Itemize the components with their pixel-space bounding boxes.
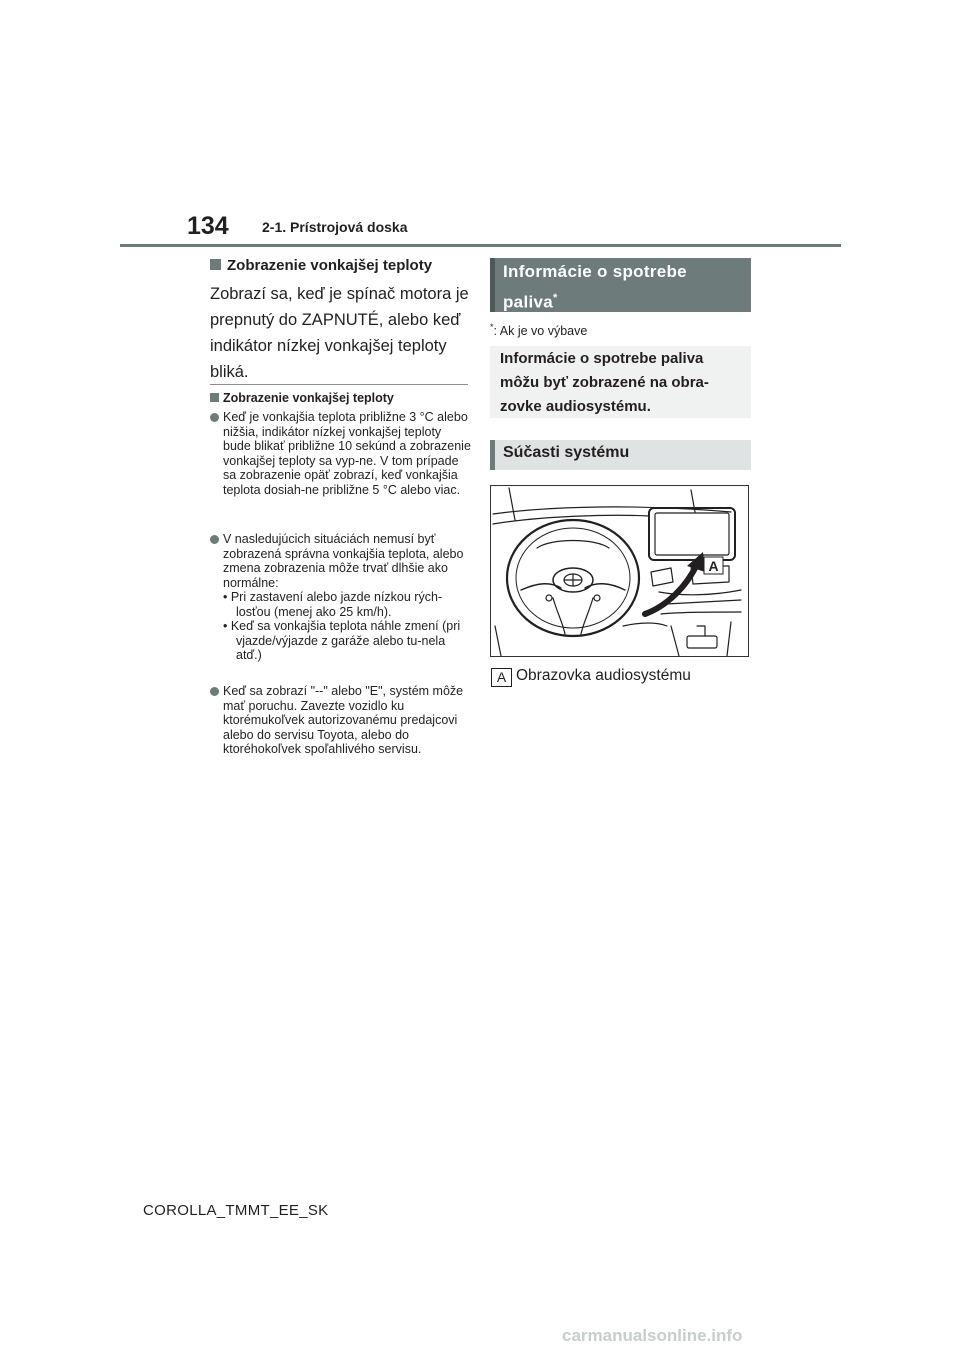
note-text: V nasledujúcich situáciách nemusí byť zobrazená správna vonkajšia teplota, alebo zmena zobrazenia môže trvať dlhšie ako normálne: [223,532,464,590]
note-subitem: • Pri zastavení alebo jazde nízkou rých-losťou (menej ako 25 km/h). [223,590,443,619]
fuel-info-title-line1: Informácie o spotrebe [503,262,687,281]
circle-bullet-icon [210,413,219,422]
notes-heading [210,391,394,405]
dashboard-illustration [490,485,749,657]
outside-temp-heading-text: Zobrazenie vonkajšej teploty [227,257,433,274]
footnote-mark: * [490,322,494,332]
page-number: 134 [187,212,229,240]
note-item [210,532,472,663]
circle-bullet-icon [210,687,219,696]
square-bullet-icon [210,259,221,270]
header-divider [120,244,841,247]
callout-label: A [708,558,719,574]
fuel-info-title [503,259,687,316]
circle-bullet-icon [210,535,219,544]
note-text: Keď sa zobrazí "--" alebo "E", systém môže mať poruchu. Zavezte vozidlo ku ktorémukoľvek autorizovanému predajcovi alebo do servisu Toyota, alebo do ktoréhokoľvek spoľahlivého servisu. [223,684,464,756]
notes-divider [210,384,468,385]
note-text: Keď je vonkajšia teplota približne 3 °C alebo nižšia, indikátor nízkej vonkajšej teploty bude blikať približne 10 sekúnd a zobrazenie vonkajšej teploty sa vyp-ne. V tom prípade sa zobrazenie opäť zobrazí, keď vonkajšia teplota dosiah-ne približne 5 °C alebo viac. [223,410,471,497]
outside-temp-paragraph: Zobrazí sa, keď je spínač motora je prepnutý do ZAPNUTÉ, alebo keď indikátor nízkej vonkajšej teploty bliká. [210,285,469,381]
fuel-info-title-line2: paliva [503,292,553,312]
legend-label-text: Obrazovka audiosystému [516,667,691,684]
square-bullet-icon [210,393,219,402]
outside-temp-heading [210,257,432,274]
footnote [490,322,587,338]
note-item [210,684,472,757]
footnote-text: : Ak je vo výbave [493,324,588,339]
document-code: COROLLA_TMMT_EE_SK [143,1202,329,1219]
dashboard-drawing [491,486,748,656]
fuel-info-title-mark: * [553,292,558,304]
note-item [210,410,472,497]
section-title: 2-1. Prístrojová doska [262,219,408,235]
watermark: carmanualsonline.info [562,1326,743,1345]
legend-label-box: A [491,668,512,687]
system-parts-title: Súčasti systému [503,444,630,461]
fuel-info-summary: Informácie o spotrebe paliva môžu byť zobrazené na obra-zovke audiosystému. [500,350,709,415]
notes-heading-text: Zobrazenie vonkajšej teploty [223,391,394,405]
note-subitem: • Keď sa vonkajšia teplota náhle zmení (pri vjazde/výjazde z garáže alebo tu-nela atď.) [223,619,461,662]
